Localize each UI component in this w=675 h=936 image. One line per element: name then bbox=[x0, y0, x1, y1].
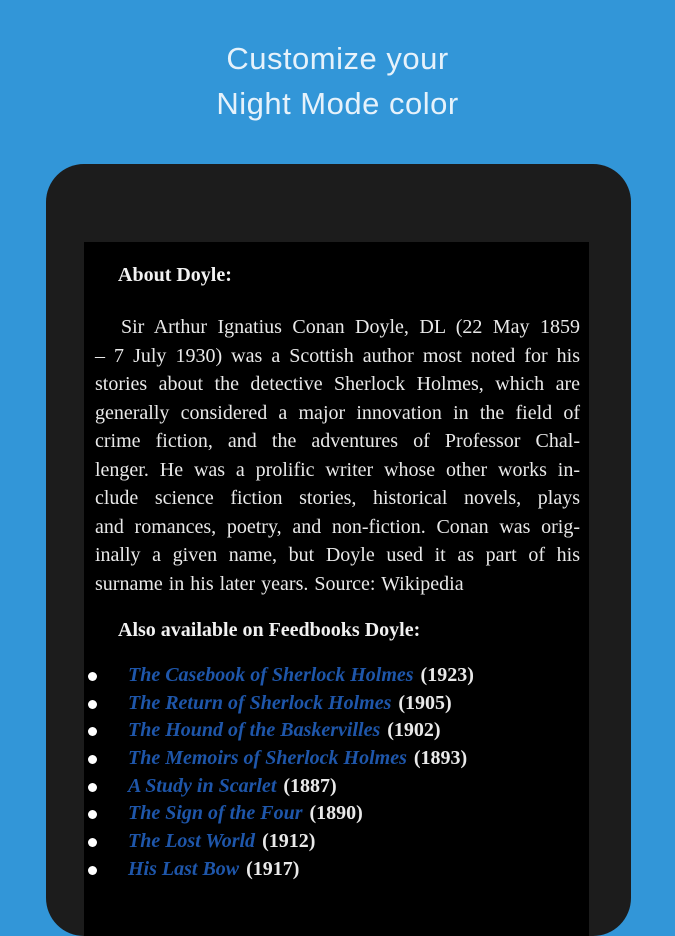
book-year: (1902) bbox=[387, 719, 441, 742]
book-link[interactable]: The Casebook of Sherlock Holmes bbox=[128, 664, 414, 686]
book-link[interactable]: The Memoirs of Sherlock Holmes bbox=[128, 747, 407, 770]
book-link[interactable]: The Lost World bbox=[128, 830, 256, 853]
book-link[interactable]: The Hound of the Baskervilles bbox=[128, 719, 381, 742]
book-year: (1912) bbox=[262, 830, 316, 853]
book-year: (1923) bbox=[420, 664, 474, 686]
bullet-icon bbox=[88, 755, 97, 764]
paragraph-line: generally considered a major innovation in the field of bbox=[95, 401, 580, 424]
paragraph-line: surname in his later years. Source: Wikipedia bbox=[95, 572, 464, 595]
book-list-item bbox=[95, 856, 580, 884]
paragraph-line: stories about the detective Sherlock Holmes, which are bbox=[95, 373, 580, 395]
book-link[interactable]: A Study in Scarlet bbox=[128, 774, 277, 797]
paragraph-line: Sir Arthur Ignatius Conan Doyle, DL (22 May 1859 bbox=[121, 316, 580, 338]
paragraph-line: lenger. He was a prolific writer whose other works in- bbox=[95, 458, 580, 481]
book-list-item bbox=[95, 828, 580, 856]
paragraph-line: crime fiction, and the adventures of Professor Chal- bbox=[95, 430, 580, 452]
about-heading: About Doyle: bbox=[118, 264, 232, 286]
banner-title bbox=[0, 36, 675, 126]
paragraph-line: inally a given name, but Doyle used it as part of his bbox=[95, 544, 580, 566]
book-year: (1887) bbox=[283, 774, 337, 797]
paragraph-line: and romances, poetry, and non-fiction. Conan was orig- bbox=[95, 515, 580, 538]
bullet-icon bbox=[88, 727, 97, 736]
book-list-item bbox=[95, 745, 580, 773]
book-year: (1917) bbox=[246, 857, 300, 880]
tablet-device bbox=[46, 164, 631, 936]
paragraph-line: clude science fiction stories, historical novels, plays bbox=[95, 487, 580, 509]
bullet-icon bbox=[88, 810, 97, 819]
book-list-item bbox=[95, 690, 580, 718]
reader-content bbox=[95, 261, 580, 884]
book-list bbox=[95, 662, 580, 884]
book-link[interactable]: His Last Bow bbox=[128, 857, 240, 880]
book-list-item bbox=[95, 717, 580, 745]
bullet-icon bbox=[88, 866, 97, 875]
book-year: (1905) bbox=[398, 691, 452, 714]
book-list-item bbox=[95, 662, 580, 690]
paragraph-line: – 7 July 1930) was a Scottish author most noted for his bbox=[95, 344, 580, 367]
banner-title-line2: Night Mode color bbox=[216, 86, 459, 121]
book-link[interactable]: The Sign of the Four bbox=[128, 802, 303, 825]
book-link[interactable]: The Return of Sherlock Holmes bbox=[128, 691, 392, 714]
book-year: (1893) bbox=[413, 747, 468, 770]
book-list-item bbox=[95, 773, 580, 801]
bullet-icon bbox=[88, 672, 97, 681]
also-available-heading: Also available on Feedbooks Doyle: bbox=[118, 619, 421, 641]
banner-title-line1: Customize your bbox=[226, 41, 449, 76]
book-year: (1890) bbox=[309, 802, 363, 825]
reader-screen bbox=[84, 242, 589, 936]
bullet-icon bbox=[88, 700, 97, 709]
bullet-icon bbox=[88, 838, 97, 847]
bullet-icon bbox=[88, 783, 97, 792]
book-list-item bbox=[95, 800, 580, 828]
about-paragraph bbox=[95, 313, 580, 598]
